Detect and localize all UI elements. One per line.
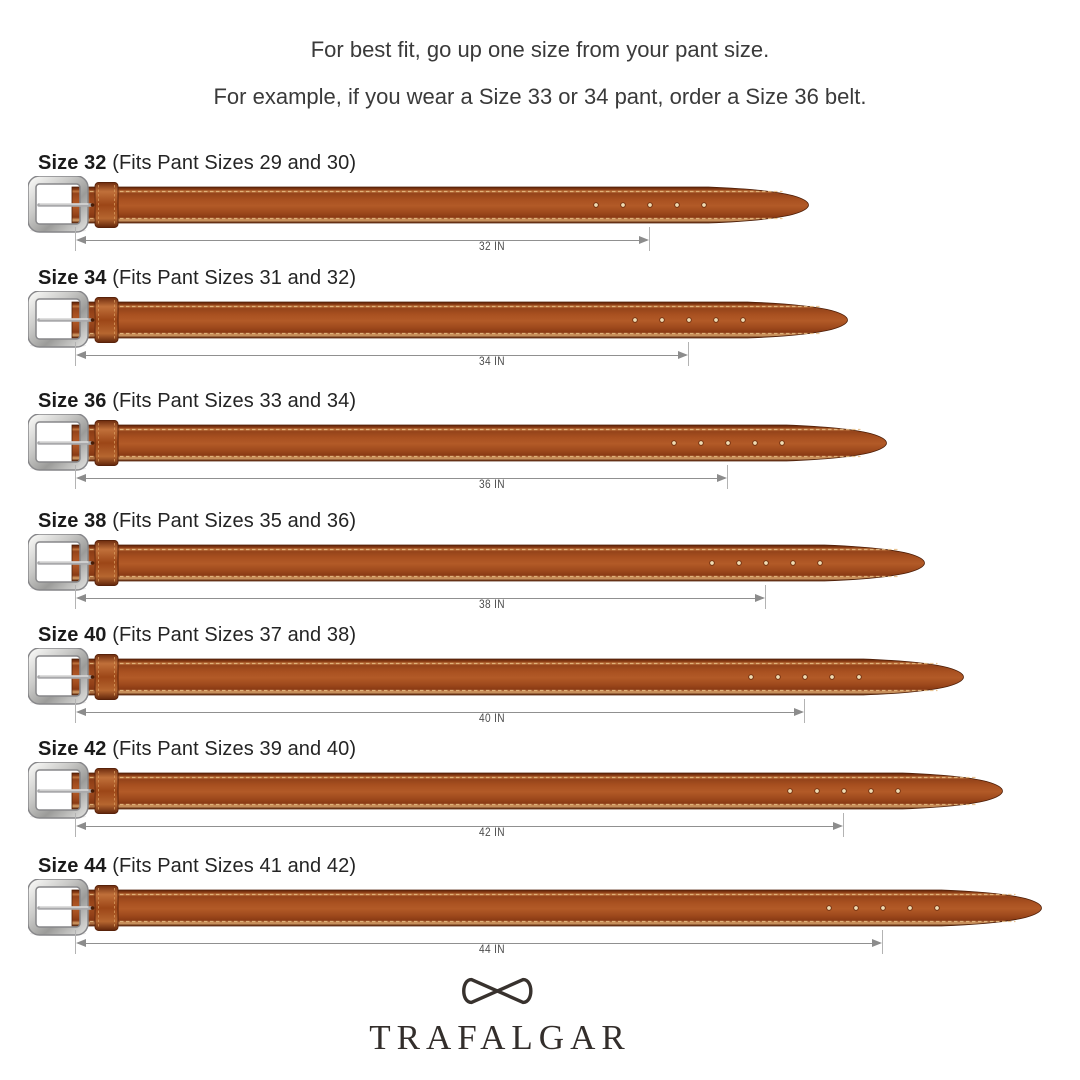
arrowhead-right-icon	[717, 474, 727, 482]
belt-hole	[737, 561, 742, 566]
arrowhead-left-icon	[76, 236, 86, 244]
arrowhead-right-icon	[872, 939, 882, 947]
belt-image	[28, 414, 888, 472]
measure-line	[78, 478, 725, 479]
size-name: Size 36	[38, 390, 107, 412]
measure-tick-right	[649, 227, 650, 251]
belt-row-40	[0, 624, 1080, 741]
arrowhead-left-icon	[76, 822, 86, 830]
arrowhead-right-icon	[794, 708, 804, 716]
footer	[363, 971, 630, 1058]
belt-hole	[621, 203, 626, 208]
header-line-2: For example, if you wear a Size 33 or 34 pant, order a Size 36 belt.	[213, 84, 867, 109]
size-fits: (Fits Pant Sizes 33 and 34)	[106, 390, 357, 412]
size-name: Size 40	[38, 624, 107, 646]
belt-hole	[633, 318, 638, 323]
measure-tick-right	[765, 585, 766, 609]
belt-length-label: 32 IN	[479, 241, 505, 253]
size-label	[38, 267, 356, 290]
measure-tick-right	[804, 699, 805, 723]
belt-row-32	[0, 152, 1080, 269]
belt-hole	[857, 675, 862, 680]
belt-strap	[72, 773, 1003, 809]
measure-tick-right	[688, 342, 689, 366]
belt-image	[28, 534, 926, 592]
size-label	[38, 152, 356, 175]
arrowhead-left-icon	[76, 594, 86, 602]
size-fits: (Fits Pant Sizes 29 and 30)	[106, 152, 357, 174]
bow-tie-icon	[459, 971, 535, 1011]
belt-hole	[764, 561, 769, 566]
belt-hole	[908, 906, 913, 911]
belt-hole	[815, 789, 820, 794]
size-name: Size 32	[38, 152, 107, 174]
belt-image	[28, 648, 965, 706]
arrowhead-left-icon	[76, 351, 86, 359]
belt-hole	[714, 318, 719, 323]
size-label	[38, 510, 356, 533]
belt-length-label: 36 IN	[479, 479, 505, 491]
belt-length-label: 44 IN	[479, 944, 505, 956]
measure-tick-right	[727, 465, 728, 489]
belt-strap	[72, 890, 1042, 926]
size-name: Size 44	[38, 855, 107, 877]
belt-hole	[842, 789, 847, 794]
measure-line	[78, 598, 763, 599]
belt-row-34	[0, 267, 1080, 384]
belt-strap	[72, 302, 848, 338]
arrowhead-left-icon	[76, 708, 86, 716]
size-fits: (Fits Pant Sizes 35 and 36)	[106, 510, 357, 532]
measure-line	[78, 712, 802, 713]
arrowhead-right-icon	[833, 822, 843, 830]
belt-length-label: 42 IN	[479, 827, 505, 839]
measure-tick-right	[882, 930, 883, 954]
belt-illustration	[28, 879, 1043, 937]
belt-hole	[896, 789, 901, 794]
belt-hole	[869, 789, 874, 794]
belt-image	[28, 762, 1004, 820]
header-line-1: For best fit, go up one size from your pant size.	[310, 37, 770, 62]
measure-line	[78, 355, 686, 356]
belt-hole	[827, 906, 832, 911]
belt-hole	[830, 675, 835, 680]
belt-illustration	[28, 762, 1004, 820]
belt-illustration	[28, 648, 965, 706]
belt-image	[28, 176, 810, 234]
belt-hole	[753, 441, 758, 446]
belt-hole	[935, 906, 940, 911]
belt-hole	[687, 318, 692, 323]
belt-row-44	[0, 855, 1080, 972]
arrowhead-left-icon	[76, 474, 86, 482]
measure-line	[78, 240, 647, 241]
size-name: Size 34	[38, 267, 107, 289]
arrowhead-left-icon	[76, 939, 86, 947]
belt-row-38	[0, 510, 1080, 627]
size-fits: (Fits Pant Sizes 31 and 32)	[106, 267, 357, 289]
size-label	[38, 738, 356, 761]
belt-hole	[803, 675, 808, 680]
size-name: Size 38	[38, 510, 107, 532]
belt-strap	[72, 545, 925, 581]
size-label	[38, 390, 356, 413]
belt-illustration	[28, 291, 849, 349]
belt-hole	[699, 441, 704, 446]
belt-hole	[594, 203, 599, 208]
belt-hole	[672, 441, 677, 446]
belt-strap	[72, 425, 887, 461]
measure-tick-right	[843, 813, 844, 837]
arrowhead-right-icon	[678, 351, 688, 359]
belt-hole	[648, 203, 653, 208]
belt-hole	[776, 675, 781, 680]
belt-hole	[788, 789, 793, 794]
belt-image	[28, 291, 849, 349]
size-label	[38, 855, 356, 878]
arrowhead-right-icon	[639, 236, 649, 244]
belt-hole	[881, 906, 886, 911]
belt-hole	[818, 561, 823, 566]
belt-illustration	[28, 414, 888, 472]
brand-wordmark: TRAFALGAR	[369, 1018, 631, 1057]
belt-hole	[741, 318, 746, 323]
belt-hole	[780, 441, 785, 446]
belt-strap	[72, 187, 809, 223]
arrowhead-right-icon	[755, 594, 765, 602]
belt-hole	[660, 318, 665, 323]
belt-length-label: 40 IN	[479, 713, 505, 725]
belt-length-label: 34 IN	[479, 356, 505, 368]
belt-hole	[702, 203, 707, 208]
belt-length-label: 38 IN	[479, 599, 505, 611]
size-fits: (Fits Pant Sizes 37 and 38)	[106, 624, 357, 646]
belt-hole	[854, 906, 859, 911]
size-fits: (Fits Pant Sizes 41 and 42)	[106, 855, 357, 877]
belt-hole	[749, 675, 754, 680]
belt-row-36	[0, 390, 1080, 507]
belt-illustration	[28, 176, 810, 234]
belt-hole	[791, 561, 796, 566]
belt-image	[28, 879, 1043, 937]
size-fits: (Fits Pant Sizes 39 and 40)	[106, 738, 357, 760]
belt-hole	[675, 203, 680, 208]
measure-line	[78, 826, 841, 827]
size-name: Size 42	[38, 738, 107, 760]
size-label	[38, 624, 356, 647]
belt-hole	[710, 561, 715, 566]
belt-illustration	[28, 534, 926, 592]
belt-row-42	[0, 738, 1080, 855]
belt-hole	[726, 441, 731, 446]
